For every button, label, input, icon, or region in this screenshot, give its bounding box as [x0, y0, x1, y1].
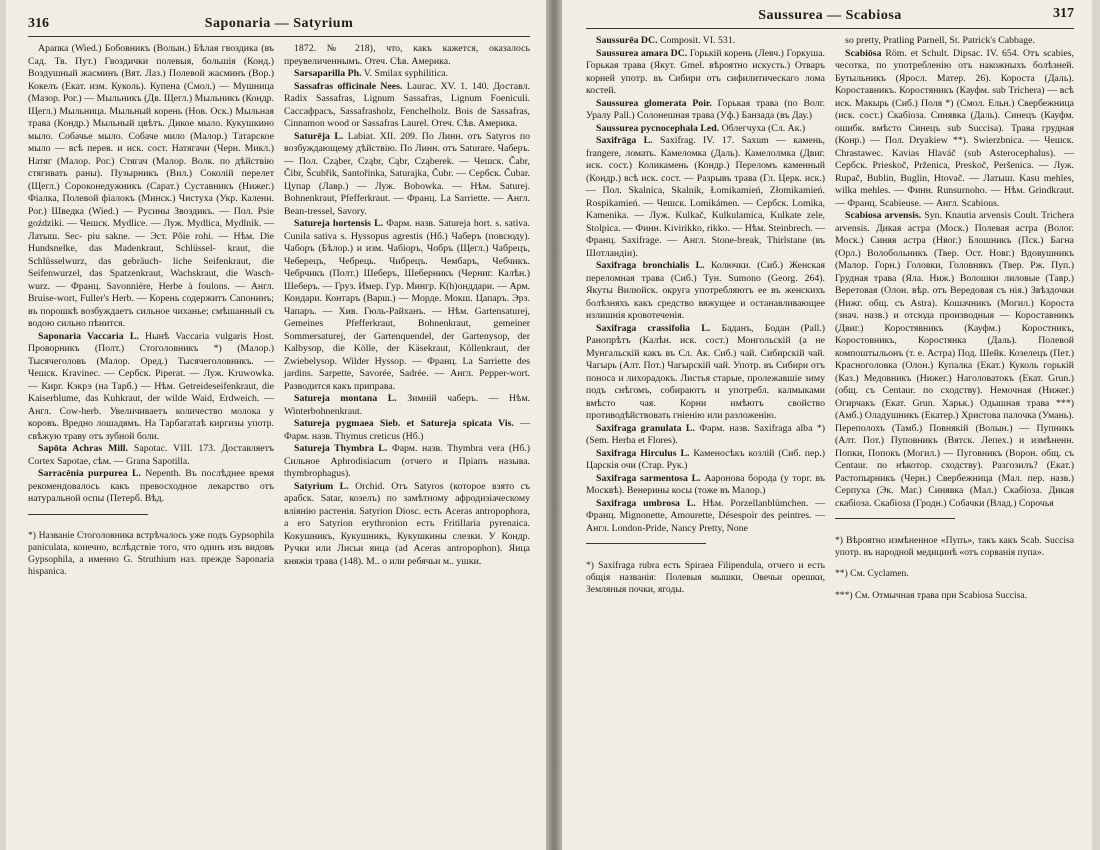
dictionary-entry: Satyrium L. Orchid. Отъ Satyros (которое взято съ арабск. Satar, козелъ) по замѣтному афродизіаческому вліянію растенія. Satyrion Diosc. есть Aceras antropophora, a его Satyrion erythronion есть Fritillaria pyrenaica. Кокушникъ, Кукушникъ, Кукушкины слезки. У Кондр. Ручки или Лисьи яица (ad Aceras antropophon). Яица княжія трава (148). М.. о или ребячьи м.. ушки. — [284, 480, 530, 567]
dictionary-entry: Sarsaparilla Ph. V. Smilax syphilitica. — [294, 68, 448, 79]
dictionary-entry: Saussurea pycnocephala Led. Облегчуха (Сл. Ак.) — [596, 122, 806, 134]
dictionary-entry: Sapōta Achras Mill. Sapotac. VIII. 173. Доставляетъ Cortex Sapotae, сѣм. — Grana Sapotilla. — [28, 443, 274, 467]
dictionary-entry: Saxifraga crassifolia L. Баданъ, Бодан (Pall.) Ранопрѣтъ (Калѣн. иск. сост.) Монгольскій (а не Мунгальскій какъ въ Сл. Ак. Сиб.) чай. Сибирскій чай. Чагырь (Алт. Пот.) Чагырскій чай. Употр. въ Сибири отъ поноса и лихорадокъ. Листья старые, пролежавшіе зиму подъ снѣгомъ, собираютъ и употребл. калмыками вмѣсто чая. Корни имѣютъ свойство противодѣйствовать гніенію или разложенію. — [586, 322, 826, 421]
right-page-column-2 — [835, 35, 1074, 611]
dictionary-entry: Арапка (Wied.) Бобовникъ (Волын.) Бѣлая гвоздика (въ Сад. Тв. Пут.) Гвоздички полевыя, большія (Конд.) Воздушный жасминъ (Вят. Лаз.) Полевой жасминъ (Вор.) Кокелъ (Екат. изм. Куколь). Купена (Смол.) — Мушница (Мазор. Рог.) — Мыльникъ (Дв. Щегл.) Мыльникъ (Кондр. Щегл.) Мыльница. Мыльный корень (Нов. Оск.) Мыльная трава (Кондр.) Мыльный цвѣтъ. Дикое мыло. Кукушкино мыло. Собачье мыло. Собаче мило (Малор.) Татарское мыло — всѣ перев. и иск. сост. Натягачи (Черн. Микл.) Натяг (Малор. Рог.) Стягач (Малор. Волк. по дѣйствію стягивать раны). Пузырникъ (Вил.) Соколій перелет (Щегл.) Сороконедужникъ (Сарат.) Суставникъ (Нижег.) Фіалка, Полевой фіалокъ (Минск.) Чистуха (Укр. Калени. Рог.) Шведка (Wied.) — Русины Звоздикъ. — Пол. Psie goździki. — Чешск. Mydlice. — Луж. Mydlica, Mydlnik. — Латыш. Sec- piu sakne. — Эст. Põie rohi. — Нѣм. Die Hundsnelke, das Madenkraut, Schlüssel- kraut, die Schlüsselwurz, das gebräuch- liche Seifenkraut, die Seifenwurzel, das Spatzenkraut, Wachskraut, die Wasch- wurz. — Франц. Savonnière, Herbe à foulons. — Англ. Bruise-wort, Fuller's Herb. — Корень содержитъ Сапонинъ; въ порошкѣ возбуждаетъ сильное чиханье; смѣшанный съ водою сильно пѣнится. — [28, 43, 274, 329]
dictionary-entry: Saussurēa DC. Composit. VI. 531. — [596, 35, 736, 46]
footnote: *) Названіе Стоголовника встрѣчалось уже подъ Gypsophila paniculata, конечно, вслѣдствіе того, что одинъ изъ видовъ Gypsophila, а именно G. Struthium наз. прежде Saponaria hispanica. — [28, 530, 274, 578]
dictionary-entry: Satureja hortensis L. Фарм. назв. Satureja hort. s. sativa. Cunila sativa s. Hyssopus agrestis (Нб.) Чаберъ (повсюду). Чаборъ (Бѣлор.) и изм. Чабіоръ, Чобръ (Щегл.) Чабрецъ, Чеберецъ, Чебрець. Чибрецъ. Чембаръ, Чебчикъ. Чебрчикъ (Полт.) Шеберъ, Шеберникъ (Черниг. Калѣн.) Шеберъ. — Груз. Имер. Гур. Мингр. K(h)онддари. — Арм. Кондари. Контаръ (Варш.) — Морде. Мокш. Цапаръ. Эрз. Чапаръ. — Хив. Гюль-Райханъ. — Нѣм. Gartensaturej, Gemeines Pfefferkraut, Bohnenkraut, gemeiner Sommersaturej, der Gartenquendel, der Gartenysop, der Kalbysop, die Kölle, der Käsekraut, Köllenkraut, der Zwiebelysop. Wilder Hyssop. — Франц. La Sarriette des jardins. Sarpette, Savorée, Sadrée. — Англ. Pepper-wort. Разводится какъ приправа. — [284, 218, 530, 392]
dictionary-entry: Saxifraga Hirculus L. Каменосѣкъ козлій (Сиб. пер.) Царскія очи (Стар. Рук.) — [586, 447, 825, 471]
dictionary-entry: Satureja Thymbra L. Фарм. назв. Thymbra vera (Нб.) Сильное Aphrodisiacum (отчего и Пріапъ называ. thymbrophagus). — [284, 443, 531, 479]
footnote: *) Saxifraga rubra есть Spiraea Filipendula, отчего и есть общія названія: Полевыя мышки, Овечьи орешки, Земляныя почки, ягоды. — [586, 559, 825, 595]
page-number: 316 — [28, 16, 49, 31]
right-page-column-1 — [586, 35, 825, 611]
dictionary-entry: Satureja pygmaea Sieb. et Satureja spicata Vis. — Фарм. назв. Thymus creticus (Нб.) — [284, 418, 530, 442]
footnote-rule — [835, 518, 955, 525]
dictionary-entry: Scabiosa arvensis. Syn. Knautia arvensis Coult. Trichera arvensis. Дикая астра (Моск.) Полевая астра (Волог. Моск.) Синяя астра (Нвог.) Блошникъ (Пск.) Багна (Орл.) Волобольникъ (Твер. Ост. Новг.) Вдовушникъ (Малор. Горн.) Головки, Головнякъ (Твер. Рж. Пуп.) Грудная трава (Яла. Ниж.) Волошки лиловые (Тавр.) Веретовая (Олон. вѣр. отъ Вередовая съ нія.) Звѣздочки (Нижг. общ. съ Astra). Кошачникъ (Могил.) Короста (знач. назв.) и отсюда производныя — Короставникъ (Двиг.) Коростявникъ (Кауфм.) Коростникъ, Коростовникъ, Коростянка (Даль). Полевой компоштыльонъ (т. е. Астра) Под. Шейк. Козелецъ (Пет.) Красноголовка (Олон.) Купалка (Екат.) Куколь горькій (Каз.) Медовникъ (Нижег.) Наголоватокъ (Екат. Grun.) (общ. съ Centaur. по сходству). Немочная (Нижег.) Огирчакъ (Екат. Grun. Харьк.) Одышная трава ***) (Амб.) Оладушникъ (Екатер.) Христова палочка (Умань). Переполохъ (Тамб.) Повнякій (Волын.) — Пупникъ (Алт. Пот.) Пуповникъ (Вятск. Лепех.) и измѣненн. Попки, Попокъ (Могил.) — Пуговникъ (Ворон. общ. съ Centaur. по нѣкотор. сходству). Разгозилъ? (Екат.) Растопырникъ (Черн.) Свербежница (Мал. пер. назв.) Серпуха (Эк. Маг.) Синявка (Мал.) Скабіоза. Дикая скабіоза. Скабіоза (Гродн.) Собачки (Влад.) Сорочья — [835, 210, 1074, 509]
footnote: **) См. Cyclamen. — [835, 568, 909, 580]
left-page-column-2 — [284, 43, 530, 588]
dictionary-entry: Saxifraga umbrosa L. Нѣм. Porzellanblümchen. — Франц. Mignonette, Amourette, Désespoir des peintres. — Англ. London-Pride, Nancy Pretty, None — [586, 497, 825, 534]
dictionary-entry: Saxifrāga L. Saxifrag. IV. 17. Saxum — камень, frangere, ломать. Камеломка (Даль). Камелолмка (Двиг. иск. сост.) Коликамень (Кондр.) Переломъ каменный (Кондр.) всѣ иск. сост. — Разрывъ трава (Гл. Церк. иск.) — Пол. Skalnica, Skalnik, Łomikamień, Złomikamień. Rospikamień. — Чешск. Lomikámen. — Сербск. Lomika, Kamenika. — Луж. Kulkač, Kulkulamica, Kulkate zele, Stolpica. — Финн. Kivirikko, rikko. — Нѣм. Steinbrech. — Франц. Saxifrage. — Англ. Stone-break, Thirlstane (въ Шотландіи). — [586, 135, 825, 259]
footnote: *) Вѣроятно измѣненное «Пупъ», такъ какъ Scab. Succisa употр. въ народной медицинѣ «отъ сорванія пупа». — [835, 534, 1074, 558]
footnote-rule — [28, 514, 148, 521]
right-page-header — [586, 6, 1074, 29]
dictionary-entry: Sassafras officinale Nees. Laurac. XV. 1. 140. Доставл. Radix Sassafras, Lignum Sassafras, Lignum Foeniculi. Сассафрасъ, Sassafrasholz, Fenchelholz. Bois de Sassafras, Cinnamon wood or Sassafras Laurel. Отеч. Сѣв. Америка. — [284, 80, 530, 129]
dictionary-entry: 1872. № 218), что, какъ кажется, оказалось преувеличеннымъ. Отеч. Сѣв. Америка. — [284, 43, 530, 67]
right-page — [562, 0, 1092, 850]
footnote: ***) См. Отмычная трава при Scabiosa Succisa. — [835, 589, 1028, 601]
dictionary-entry: Satureja montana L. Зимній чаберъ. — Нѣм. Winterbohnenkraut. — [284, 393, 531, 417]
dictionary-entry: Saxifraga sarmentosa L. Ааронова борода (у торг. въ Москвѣ). Венерины косы (тоже въ Малор.) — [586, 472, 825, 496]
book-gutter — [546, 0, 562, 850]
dictionary-entry: Saxifraga granulata L. Фарм. назв. Saxifraga alba *) (Sem. Herba et Flores). — [586, 422, 826, 446]
dictionary-entry: Saturēja L. Labiat. XII. 209. По Линн. отъ Satyros по возбуждающему дѣйствію. По Линн. отъ Saturare. Чаберъ. — Пол. Cząber, Cząbr, Cąbr, Cząberek. — Чешск. Čabr, Čibr, Šcubřik, Santořinka, Saturajka, Čubr. — Сербск. Čubar. Цупар (Лавр.) — Луж. Bobowka. — Нѣм. Saturej. Bohnenkraut, Pfefferkraut. — Франц. La Sarriette. — Англ. Bean-tressel, Savory. — [284, 130, 530, 217]
left-page-column-1 — [28, 43, 274, 588]
dictionary-entry: Saxifraga bronchialis L. Колючки. (Сиб.) Женская переломная трава (Сиб.) Тун. Sumono (Georg. 264). Якуты Вилюйск. округа употребляютъ ее въ женскихъ болѣзняхъ какъ средство вяжущее и останавливающее излишнія кровотеченія. — [586, 260, 825, 321]
dictionary-entry: so pretty, Pratling Parnell, St. Patrick's Cabbage. — [845, 35, 1035, 46]
dictionary-entry: Saussurea amara DC. Горькій корень (Левч.) Горкуша. Горькая трава (Якут. Gmel. вѣроятно искусть.) Отваръ корней употр. въ Сибири отъ сифилитическаго лома костей. — [586, 47, 825, 96]
dictionary-entry: Scabiōsa Röm. et Schult. Dipsac. IV. 654. Отъ scabies, чесотка, по употребленію отъ накожныхъ болѣзней. Бутыльникъ (Яросл. Матер. 26). Короста (Даль). Короставникъ. Коростяникъ (Кауфм. sub Trichera) — всѣ иск. Макырь (Сиб.) Поля *) (Смол. Ельн.) Свербежница (иск. сост.) Скабіоза. Синявка (Даль). Синецъ (Кауфм. ошибк. вмѣсто Синецъ sub Succisa). Трава грудная (Конр.) — Пол. Dryakiew **). Swierzbnica. — Чешск. Chrastawec. Kavias Hlaváč (sub Asterocephalus). — Сербск. Prieskoč, Prženica, Preskoč, Peršenica. — Луж. Rupač, Bublin, Buglin, Htovač. — Латыш. Kasu mehles, wilka mehles. — Финн. Runsurnoho. — Нѣм. Grindkraut. — Франц. Scabieuse. — Англ. Scabious. — [835, 47, 1074, 209]
running-head: Saponaria — Satyrium — [204, 16, 354, 31]
dictionary-entry: Saponaria Vaccaria L. Нынѣ Vaccaria vulgaris Host. Проворникъ (Полт.) Стоголовникъ *) (Малор.) Тысячеголовъ (Малор. Оред.) Тысячеголовникъ. — Чешск. Kravinec. — Сербск. Piperat. — Луж. Kruwowka. — Кирг. Кэкрэ (на Тарб.) — Нѣм. Getreideseifenkraut, die Kaiserblume, das Kuhkraut, der wilde Waid, Erdweich. — Англ. Cow-herb. Увеличиваетъ количество молока у коровъ. Вредно лошадямъ. На Тарбагатаѣ киргизы употр. свѣжую траву отъ зубной боли. — [28, 330, 274, 442]
left-page-header — [28, 14, 530, 37]
running-head: Saussurea — Scabiosa — [758, 8, 902, 23]
footnote-rule — [586, 543, 706, 550]
page-number: 317 — [1053, 6, 1074, 21]
dictionary-entry: Saussurea glomerata Poir. Горькая трава (по Волг. Уралу Pall.) Солонешная трава (Уф.) Банзада (въ Дау.) — [586, 97, 825, 121]
left-page — [6, 0, 546, 850]
dictionary-entry: Sarracēnia purpurea L. Nepenth. Въ послѣднее время рекомендовалось какъ превосходное лекарство отъ натуральной оспы (Петерб. Вѣд. — [28, 468, 274, 504]
